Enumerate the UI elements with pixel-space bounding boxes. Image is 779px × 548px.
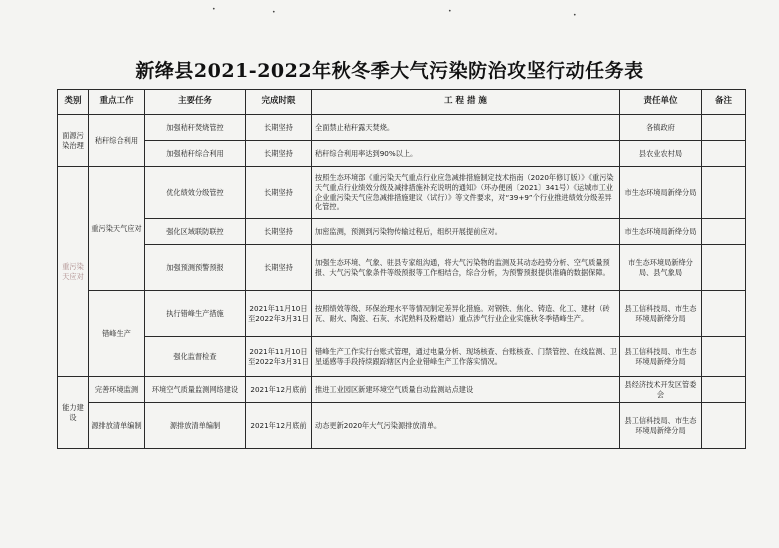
remarks-cell xyxy=(702,337,746,377)
header-measures: 工 程 措 施 xyxy=(312,90,620,115)
table-row xyxy=(58,337,746,377)
measure-cell: 全面禁止秸秆露天焚烧。 xyxy=(312,115,620,141)
key-work-cell: 秸秆综合利用 xyxy=(89,115,145,167)
task-cell: 加强秸秆焚烧管控 xyxy=(145,115,246,141)
measure-cell: 秸秆综合利用率达到90%以上。 xyxy=(312,141,620,167)
remarks-cell xyxy=(702,245,746,291)
task-cell: 源排放清单编制 xyxy=(145,403,246,449)
unit-cell: 县农业农村局 xyxy=(620,141,702,167)
header-main-task: 主要任务 xyxy=(145,90,246,115)
measure-cell: 按照生态环境部《重污染天气重点行业应急减排措施制定技术指南（2020年修订版）》《重污染天气重点行业绩效分级及减排措施补充说明的通知》（环办便函〔2021〕341号）《运城市工业企业重污染天气应急减排措施建议（试行）》等文件要求，对“39+9”个行业推进绩效分级差异化管控。 xyxy=(312,167,620,219)
header-row xyxy=(58,90,746,115)
remarks-cell xyxy=(702,219,746,245)
unit-cell: 县工信科技局、市生态环境局新绛分局 xyxy=(620,403,702,449)
task-cell: 强化监督检查 xyxy=(145,337,246,377)
header-key-work: 重点工作 xyxy=(89,90,145,115)
table-row xyxy=(58,115,746,141)
deadline-cell: 长期坚持 xyxy=(246,115,312,141)
measure-cell: 按照绩效等级、环保治理水平等情况制定差异化措施。对钢铁、焦化、铸造、化工、建材（砖瓦、耐火、陶瓷、石灰、水泥熟料及粉磨站）重点涉气行业企业实施秋冬季错峰生产。 xyxy=(312,291,620,337)
table-row xyxy=(58,291,746,337)
key-work-cell: 错峰生产 xyxy=(89,291,145,377)
measure-cell: 加强生态环境、气象、驻县专家组沟通，将大气污染物的监测及其动态趋势分析、空气质量预报、大气污染气象条件等级预报等工作相结合，综合分析，为预警预报提供准确的数据保障。 xyxy=(312,245,620,291)
table-row xyxy=(58,219,746,245)
deadline-cell: 2021年12月底前 xyxy=(246,377,312,403)
table-row xyxy=(58,403,746,449)
header-remarks: 备注 xyxy=(702,90,746,115)
measure-cell: 错峰生产工作实行台账式管理，通过电量分析、现场核查、台账核查、门禁管控、在线监测、卫星遥感等手段持续跟踪辖区内企业错峰生产工作落实情况。 xyxy=(312,337,620,377)
task-cell: 环境空气质量监测网络建设 xyxy=(145,377,246,403)
remarks-cell xyxy=(702,167,746,219)
remarks-cell xyxy=(702,377,746,403)
unit-cell: 县工信科技局、市生态环境局新绛分局 xyxy=(620,337,702,377)
unit-cell: 县经济技术开发区管委会 xyxy=(620,377,702,403)
remarks-cell xyxy=(702,403,746,449)
deadline-cell: 2021年11月10日至2022年3月31日 xyxy=(246,291,312,337)
category-cell: 面源污染治理 xyxy=(58,115,89,167)
category-cell: 重污染天应对 xyxy=(58,167,89,377)
unit-cell: 各镇政府 xyxy=(620,115,702,141)
unit-cell: 县工信科技局、市生态环境局新绛分局 xyxy=(620,291,702,337)
header-deadline: 完成时限 xyxy=(246,90,312,115)
deadline-cell: 长期坚持 xyxy=(246,245,312,291)
unit-cell: 市生态环境局新绛分局 xyxy=(620,219,702,245)
table-row xyxy=(58,141,746,167)
task-cell: 强化区域联防联控 xyxy=(145,219,246,245)
remarks-cell xyxy=(702,291,746,337)
task-table xyxy=(57,89,746,449)
unit-cell: 市生态环境局新绛分局 xyxy=(620,167,702,219)
task-cell: 优化绩效分级管控 xyxy=(145,167,246,219)
deadline-cell: 长期坚持 xyxy=(246,141,312,167)
header-category: 类别 xyxy=(58,90,89,115)
table-row xyxy=(58,167,746,219)
table-row xyxy=(58,245,746,291)
measure-cell: 推进工业园区新建环境空气质量自动监测站点建设 xyxy=(312,377,620,403)
unit-cell: 市生态环境局新绛分局、县气象局 xyxy=(620,245,702,291)
key-work-cell: 重污染天气应对 xyxy=(89,167,145,291)
remarks-cell xyxy=(702,115,746,141)
page-title: 新绛县2021-2022年秋冬季大气污染防治攻坚行动任务表 xyxy=(135,60,644,82)
remarks-cell xyxy=(702,141,746,167)
header-unit: 责任单位 xyxy=(620,90,702,115)
key-work-cell: 源排放清单编制 xyxy=(89,403,145,449)
task-cell: 加强预测预警预报 xyxy=(145,245,246,291)
task-cell: 加强秸秆综合利用 xyxy=(145,141,246,167)
deadline-cell: 2021年11月10日至2022年3月31日 xyxy=(246,337,312,377)
deadline-cell: 长期坚持 xyxy=(246,167,312,219)
table-row xyxy=(58,377,746,403)
measure-cell: 动态更新2020年大气污染源排放清单。 xyxy=(312,403,620,449)
category-cell: 能力建设 xyxy=(58,377,89,449)
deadline-cell: 2021年12月底前 xyxy=(246,403,312,449)
task-cell: 执行错峰生产措施 xyxy=(145,291,246,337)
deadline-cell: 长期坚持 xyxy=(246,219,312,245)
key-work-cell: 完善环境监测 xyxy=(89,377,145,403)
measure-cell: 加密监测，预测到污染物传输过程后，组织开展提前应对。 xyxy=(312,219,620,245)
